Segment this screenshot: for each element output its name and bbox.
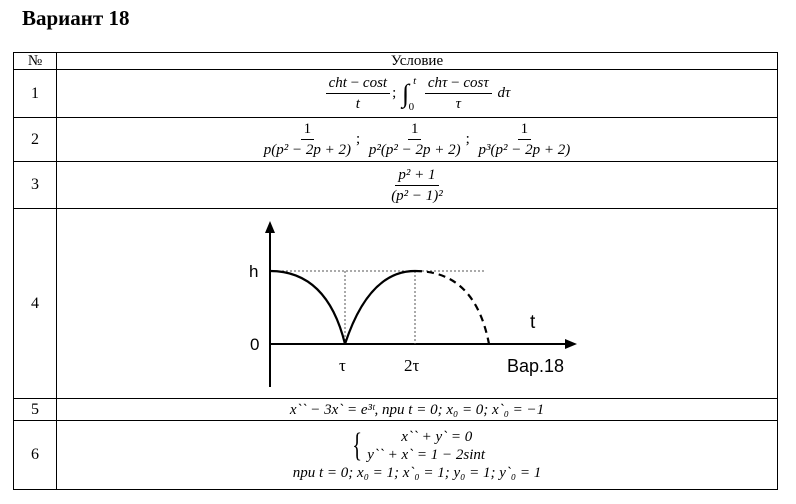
integral-sign: ∫ t 0 <box>402 74 417 113</box>
x-axis-label: t <box>530 311 536 333</box>
table-header-row <box>14 53 778 70</box>
equation-1: x`` + y` = 0 <box>401 429 473 445</box>
arc-1 <box>270 271 345 344</box>
equation-2: y`` + x` = 1 − 2sint <box>367 447 486 463</box>
condition-cell <box>57 70 778 118</box>
condition-cell <box>57 162 778 209</box>
table-row <box>14 118 778 162</box>
table-row <box>14 399 778 421</box>
row-number: 5 <box>14 399 57 421</box>
brace-icon: { <box>352 427 362 464</box>
x-tick-tau: τ <box>339 355 346 375</box>
table-row <box>14 70 778 118</box>
y-tick-h: h <box>249 261 259 281</box>
table-row <box>14 421 778 490</box>
fraction: $\frac{\text{chτ − cosτ}}{\tau}$ <box>425 74 492 113</box>
row-number: 2 <box>14 118 57 162</box>
y-tick-0: 0 <box>250 334 260 354</box>
formula-3: $\frac{\text{p² + 1}}{\text{(p² − 1)²}}$ <box>391 166 443 204</box>
signal-graph <box>217 219 617 389</box>
condition-cell <box>57 399 778 421</box>
row-number: 1 <box>14 70 57 118</box>
row-number: 4 <box>14 209 57 399</box>
assignment-table <box>13 52 778 490</box>
page-title: Вариант 18 <box>22 6 130 30</box>
row-number: 3 <box>14 162 57 209</box>
equation-system <box>349 428 485 464</box>
arc-2 <box>345 271 415 344</box>
y-axis-arrow <box>265 221 275 233</box>
x-axis-arrow <box>565 339 577 349</box>
formula-6 <box>57 428 777 482</box>
header-num: № <box>14 53 57 70</box>
formula-5: x`` − 3x` = e³ᵗ, при t = 0; x₀ = 0; x`₀ = −1 <box>289 401 545 418</box>
table-row <box>14 209 778 399</box>
x-tick-2tau: 2τ <box>404 355 420 375</box>
fraction: $\frac{\text{cht − cost}}{t}$ <box>326 74 390 113</box>
initial-conditions: при t = 0; x₀ = 1; x`₀ = 1; y₀ = 1; y`₀ = 1 <box>292 465 542 481</box>
row-number: 6 <box>14 421 57 490</box>
arc-dashed <box>415 271 489 344</box>
formula-1: $\frac{\text{cht − cost}}{t}$ ; ∫ t 0 $\frac{\text{chτ − cosτ}}{\tau}$ dτ <box>324 85 511 101</box>
formula-2: $\frac{1}{\text{p(p² − 2p + 2)}}$ ; $\frac{1}{\text{p²(p² − 2p + 2)}}$ ; $\frac{1}{\text{p³(p² − 2p + 2)}}$ <box>263 121 571 158</box>
graph-cell <box>57 209 778 399</box>
table-row <box>14 162 778 209</box>
condition-cell <box>57 421 778 490</box>
graph-caption: Вар.18 <box>507 355 565 376</box>
header-condition: Условие <box>57 53 778 70</box>
condition-cell <box>57 118 778 162</box>
